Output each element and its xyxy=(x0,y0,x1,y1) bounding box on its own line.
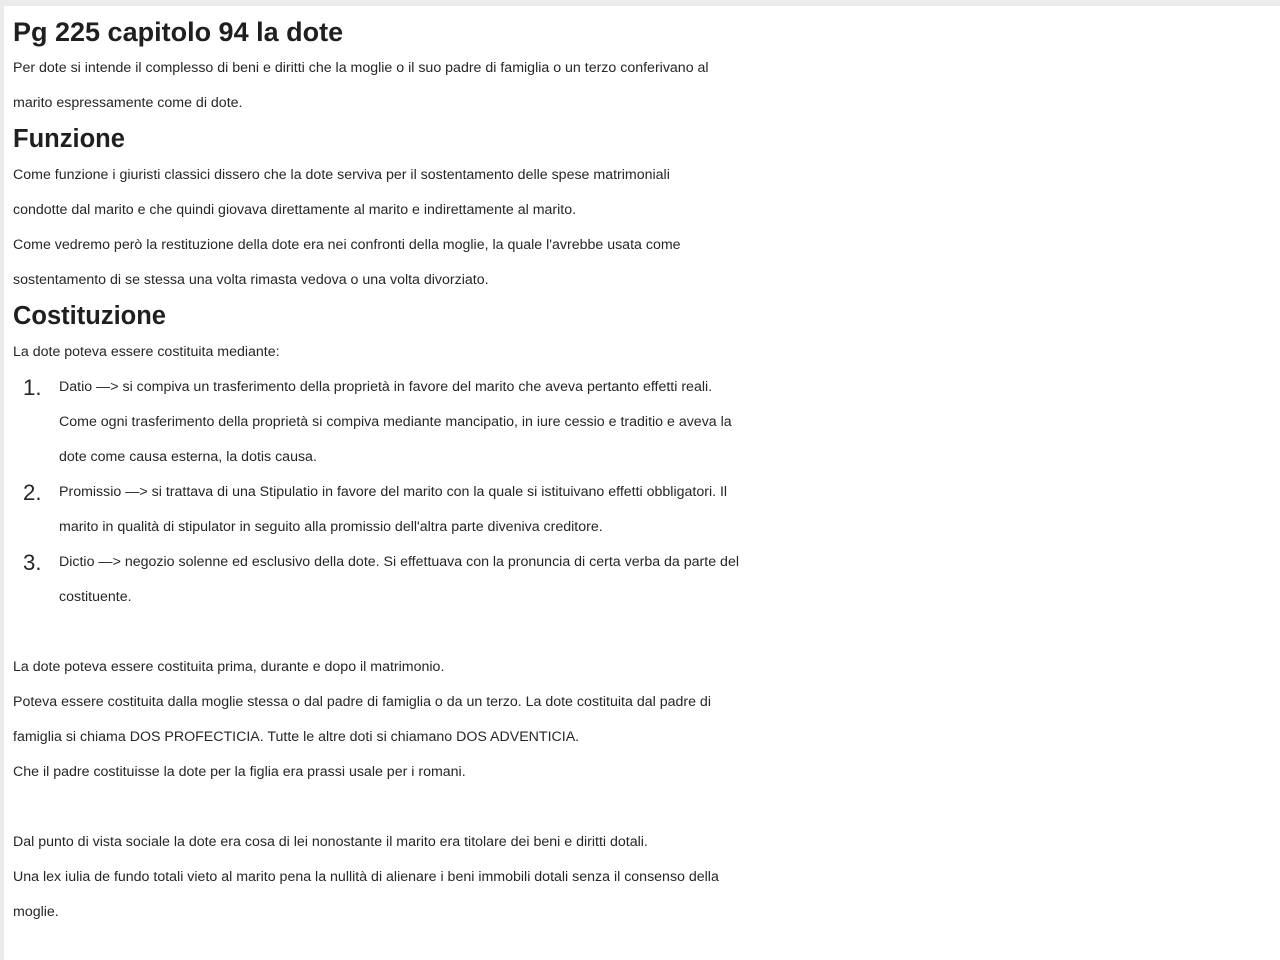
funzione-line-2: condotte dal marito e che quindi giovava direttamente al marito e indirettamente al marito. xyxy=(13,202,577,218)
paragraph-a-line-3: famiglia si chiama DOS PROFECTICIA. Tutte le altre doti si chiamano DOS ADVENTICIA. xyxy=(13,729,580,745)
page-title: Pg 225 capitolo 94 la dote xyxy=(13,17,344,47)
funzione-line-3: Come vedremo però la restituzione della dote era nei confronti della moglie, la quale l'avrebbe usata come xyxy=(13,237,681,253)
heading-costituzione: Costituzione xyxy=(13,302,166,330)
list-item-line: Dictio —> negozio solenne ed esclusivo della dote. Si effettuava con la pronuncia di certa verba da parte del xyxy=(59,554,739,570)
list-item xyxy=(13,545,1280,615)
paragraph-b-line-3: moglie. xyxy=(13,904,59,920)
paragraph-b-line-1: Dal punto di vista sociale la dote era cosa di lei nonostante il marito era titolare dei beni e diritti dotali. xyxy=(13,834,648,850)
list-item-line: costituente. xyxy=(59,589,132,605)
blank-line xyxy=(13,790,1280,825)
list-item xyxy=(13,475,1280,545)
document-page xyxy=(4,6,1280,960)
costituzione-lead: La dote poteva essere costituita mediante: xyxy=(13,344,280,360)
list-item-line: dote come causa esterna, la dotis causa. xyxy=(59,449,317,465)
intro-line-2: marito espressamente come di dote. xyxy=(13,95,243,111)
list-item-line: marito in qualità di stipulator in seguito alla promissio dell'altra parte diveniva creditore. xyxy=(59,519,603,535)
list-number: 3. xyxy=(23,550,42,575)
paragraph-b-line-2: Una lex iulia de fundo totali vieto al marito pena la nullità di alienare i beni immobili dotali senza il consenso della xyxy=(13,869,719,885)
intro-line-1: Per dote si intende il complesso di beni e diritti che la moglie o il suo padre di famiglia o un terzo conferivano al xyxy=(13,60,709,76)
list-item-line: Come ogni trasferimento della proprietà si compiva mediante mancipatio, in iure cessio e traditio e aveva la xyxy=(59,414,732,430)
paragraph-a-line-4: Che il padre costituisse la dote per la figlia era prassi usale per i romani. xyxy=(13,764,466,780)
list-number: 2. xyxy=(23,480,42,505)
heading-funzione: Funzione xyxy=(13,125,125,153)
list-number: 1. xyxy=(23,375,42,400)
list-item-line: Datio —> si compiva un trasferimento della proprietà in favore del marito che aveva pertanto effetti reali. xyxy=(59,379,713,395)
numbered-list xyxy=(13,370,1280,615)
paragraph-a-line-2: Poteva essere costituita dalla moglie stessa o dal padre di famiglia o da un terzo. La dote costituita dal padre di xyxy=(13,694,711,710)
funzione-line-1: Come funzione i giuristi classici dissero che la dote serviva per il sostentamento delle spese matrimoniali xyxy=(13,167,670,183)
paragraph-a-line-1: La dote poteva essere costituita prima, durante e dopo il matrimonio. xyxy=(13,659,445,675)
list-item-line: Promissio —> si trattava di una Stipulatio in favore del marito con la quale si istituivano effetti obbligatori. Il xyxy=(59,484,728,500)
funzione-line-4: sostentamento di se stessa una volta rimasta vedova o una volta divorziato. xyxy=(13,272,489,288)
blank-line xyxy=(13,615,1280,650)
list-item xyxy=(13,370,1280,475)
